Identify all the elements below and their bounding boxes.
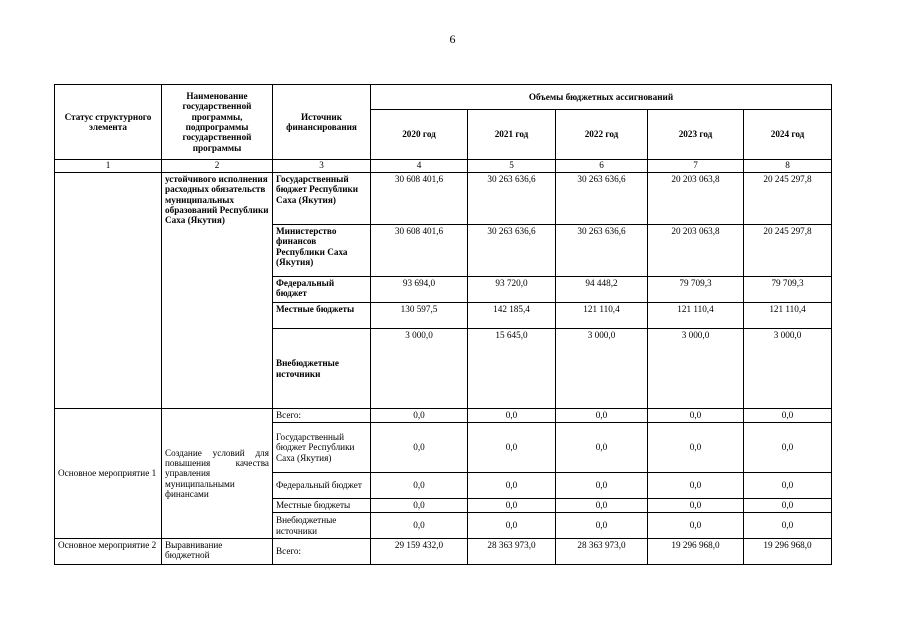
value-cell: 0,0 — [744, 473, 832, 499]
value-cell: 3 000,0 — [556, 329, 648, 409]
activity-name: Выравнивание бюджетной — [162, 539, 273, 565]
table-row — [55, 539, 832, 565]
value-cell: 29 159 432,0 — [371, 539, 468, 565]
status-cell: Основное мероприятие 1 — [55, 409, 162, 539]
header-year: 2021 год — [468, 110, 556, 160]
source-cell: Государственный бюджет Республики Саха (Якутия) — [273, 173, 371, 225]
value-cell: 20 203 063,8 — [648, 225, 744, 277]
value-cell: 0,0 — [648, 513, 744, 539]
value-cell: 3 000,0 — [648, 329, 744, 409]
source-cell: Внебюджетные источники — [273, 513, 371, 539]
page-number: 6 — [449, 32, 456, 46]
source-cell: Внебюджетные источники — [273, 329, 371, 409]
column-number: 4 — [371, 160, 468, 173]
value-cell: 0,0 — [648, 423, 744, 473]
source-cell: Местные бюджеты — [273, 499, 371, 513]
source-cell: Федеральный бюджет — [273, 473, 371, 499]
source-cell: Всего: — [273, 539, 371, 565]
header-source: Источник финансирования — [273, 85, 371, 160]
value-cell: 0,0 — [744, 423, 832, 473]
activity-name-text: Создание условий для повышения качества управления муниципальными финансами — [165, 447, 269, 499]
activity-name — [162, 409, 273, 539]
value-cell: 0,0 — [371, 409, 468, 423]
status-cell: Основное мероприятие 2 — [55, 539, 162, 565]
value-cell: 30 263 636,6 — [468, 173, 556, 225]
column-number: 6 — [556, 160, 648, 173]
value-cell: 3 000,0 — [371, 329, 468, 409]
value-cell: 93 720,0 — [468, 277, 556, 303]
value-cell: 121 110,4 — [556, 303, 648, 329]
value-cell: 0,0 — [556, 499, 648, 513]
value-cell: 0,0 — [556, 513, 648, 539]
header-year: 2020 год — [371, 110, 468, 160]
header-row-1 — [55, 85, 832, 110]
value-cell: 0,0 — [744, 409, 832, 423]
column-number: 7 — [648, 160, 744, 173]
value-cell: 0,0 — [648, 409, 744, 423]
status-cell-empty — [55, 173, 162, 409]
value-cell: 142 185,4 — [468, 303, 556, 329]
source-cell: Федеральный бюджет — [273, 277, 371, 303]
column-number: 2 — [162, 160, 273, 173]
value-cell: 0,0 — [556, 473, 648, 499]
value-cell: 28 363 973,0 — [468, 539, 556, 565]
header-year: 2022 год — [556, 110, 648, 160]
value-cell: 79 709,3 — [744, 277, 832, 303]
column-number: 5 — [468, 160, 556, 173]
value-cell: 93 694,0 — [371, 277, 468, 303]
value-cell: 121 110,4 — [744, 303, 832, 329]
column-number: 8 — [744, 160, 832, 173]
source-cell: Местные бюджеты — [273, 303, 371, 329]
program-name: устойчивого исполнения расходных обязательств муниципальных образований Республики Саха (Якутия) — [162, 173, 273, 409]
value-cell: 30 608 401,6 — [371, 173, 468, 225]
source-cell: Государственный бюджет Республики Саха (Якутия) — [273, 423, 371, 473]
value-cell: 0,0 — [744, 513, 832, 539]
value-cell: 15 645,0 — [468, 329, 556, 409]
column-number: 1 — [55, 160, 162, 173]
source-cell: Министерство финансов Республики Саха (Якутия) — [273, 225, 371, 277]
value-cell: 19 296 968,0 — [648, 539, 744, 565]
value-cell: 0,0 — [468, 473, 556, 499]
value-cell: 19 296 968,0 — [744, 539, 832, 565]
header-year: 2023 год — [648, 110, 744, 160]
value-cell: 130 597,5 — [371, 303, 468, 329]
value-cell: 0,0 — [468, 423, 556, 473]
column-numbers-row — [55, 160, 832, 173]
header-status: Статус структурного элемента — [55, 85, 162, 160]
header-budget: Объемы бюджетных ассигнований — [371, 85, 832, 110]
table-row — [55, 173, 832, 225]
value-cell: 30 263 636,6 — [556, 173, 648, 225]
value-cell: 121 110,4 — [648, 303, 744, 329]
value-cell: 0,0 — [371, 423, 468, 473]
value-cell: 20 245 297,8 — [744, 173, 832, 225]
value-cell: 0,0 — [744, 499, 832, 513]
value-cell: 0,0 — [468, 499, 556, 513]
value-cell: 3 000,0 — [744, 329, 832, 409]
value-cell: 0,0 — [468, 409, 556, 423]
value-cell: 0,0 — [371, 473, 468, 499]
source-cell: Всего: — [273, 409, 371, 423]
column-number: 3 — [273, 160, 371, 173]
value-cell: 0,0 — [556, 423, 648, 473]
header-year: 2024 год — [744, 110, 832, 160]
value-cell: 30 263 636,6 — [556, 225, 648, 277]
table-row — [55, 409, 832, 423]
value-cell: 30 608 401,6 — [371, 225, 468, 277]
value-cell: 28 363 973,0 — [556, 539, 648, 565]
value-cell: 79 709,3 — [648, 277, 744, 303]
value-cell: 20 245 297,8 — [744, 225, 832, 277]
value-cell: 0,0 — [371, 513, 468, 539]
value-cell: 0,0 — [468, 513, 556, 539]
value-cell: 0,0 — [648, 499, 744, 513]
budget-table — [54, 84, 832, 565]
value-cell: 30 263 636,6 — [468, 225, 556, 277]
value-cell: 94 448,2 — [556, 277, 648, 303]
header-name: Наименование государственной программы, подпрограммы государственной программы — [162, 85, 273, 160]
value-cell: 0,0 — [371, 499, 468, 513]
value-cell: 20 203 063,8 — [648, 173, 744, 225]
value-cell: 0,0 — [648, 473, 744, 499]
value-cell: 0,0 — [556, 409, 648, 423]
